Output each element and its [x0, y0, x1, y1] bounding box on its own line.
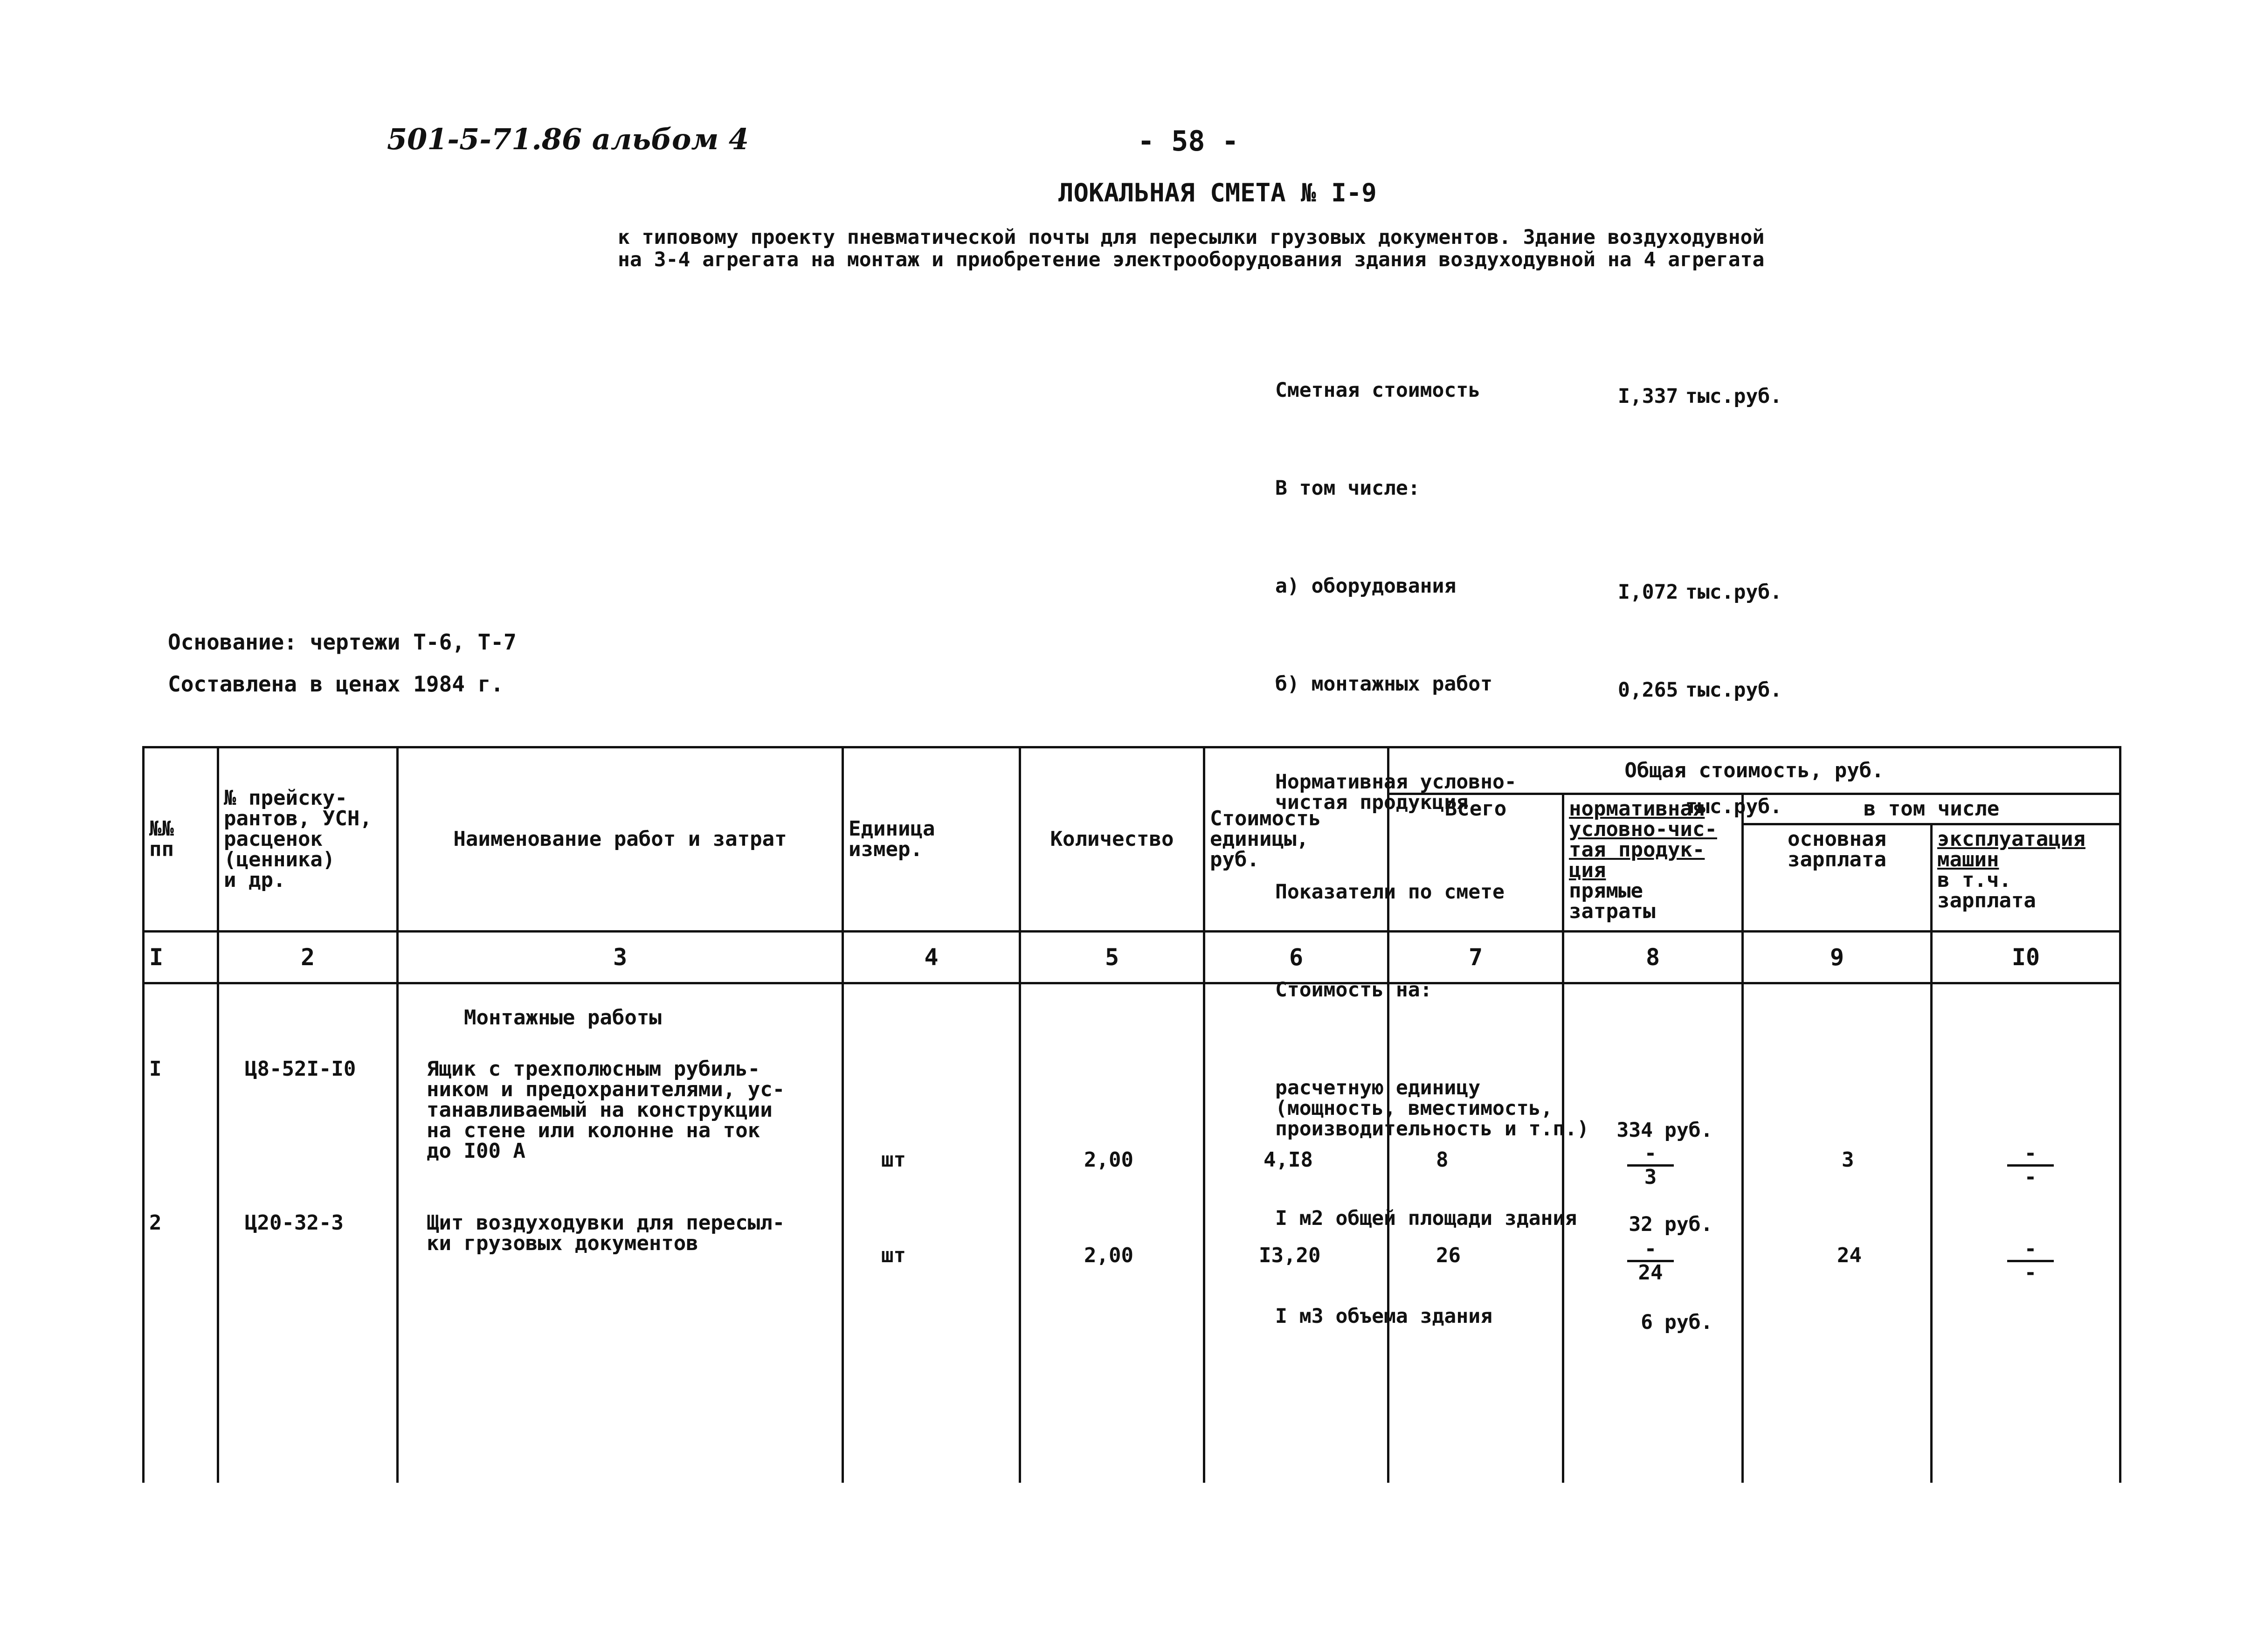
header-normative-bottom: прямые затраты — [1569, 879, 1656, 923]
body-col-machine — [1932, 983, 2120, 1483]
section-title: Монтажные работы — [464, 1006, 662, 1030]
column-number: 7 — [1388, 932, 1563, 983]
document-code: 501-5-71.86 альбом 4 — [387, 122, 749, 156]
column-number: 8 — [1563, 932, 1743, 983]
unit-cost-value: 334 — [1616, 1119, 1653, 1142]
estimated-cost-unit: тыс.руб. — [1685, 385, 1782, 408]
area-cost-unit: руб. — [1664, 1213, 1713, 1236]
estimated-cost-label: Сметная стоимость — [1275, 379, 1481, 402]
column-number: 9 — [1743, 932, 1932, 983]
row1-quantity: 2,00 — [1084, 1148, 1133, 1172]
body-col-normative — [1563, 983, 1743, 1483]
row1-machine — [2007, 1143, 2054, 1188]
row2-normative — [1627, 1238, 1674, 1284]
row1-code: Ц8-52I-I0 — [245, 1057, 356, 1081]
header-base-salary: основная зарплата — [1743, 824, 1932, 932]
estimated-cost-value: I,337 — [1618, 385, 1678, 408]
subtitle-line-1: к типовому проекту пневматической почты для пересылки грузовых документов. Здание воздуходувной — [618, 226, 1765, 249]
body-col-total — [1388, 983, 1563, 1483]
indicators-label: Показатели по смете — [1275, 880, 1505, 904]
row2-normative-bottom: 24 — [1638, 1261, 1663, 1285]
unit-cost-unit: руб. — [1664, 1119, 1713, 1142]
equipment-label: а) оборудования — [1275, 574, 1457, 598]
installation-row — [1275, 672, 1782, 706]
row2-total: 26 — [1436, 1244, 1461, 1267]
subtitle-line-2: на 3-4 агрегата на монтаж и приобретение электрооборудования здания воздуходувной на 4 агрегата — [618, 248, 1765, 271]
column-number: 4 — [843, 932, 1020, 983]
estimate-subtitle — [618, 226, 1764, 271]
row1-unit-cost: 4,I8 — [1264, 1148, 1313, 1172]
header-quantity: Количество — [1020, 747, 1204, 932]
body-col-base-salary — [1743, 983, 1932, 1483]
header-total: Всего — [1388, 794, 1563, 932]
row1-normative-top: - — [1627, 1143, 1674, 1167]
row1-machine-bottom: - — [2024, 1165, 2037, 1189]
row2-quantity: 2,00 — [1084, 1244, 1133, 1267]
header-normative-top: нормативная условно-чис- тая продук- ция — [1569, 797, 1717, 882]
installation-label: б) монтажных работ — [1275, 672, 1492, 696]
equipment-value: I,072 — [1618, 581, 1678, 604]
row2-name: Щит воздуходувки для пересыл- ки грузовых документов — [427, 1211, 785, 1255]
row2-unit: шт — [881, 1244, 906, 1267]
row2-machine — [2007, 1238, 2054, 1284]
header-row-number: №№ пп — [144, 747, 218, 932]
row1-normative-bottom: 3 — [1644, 1165, 1657, 1189]
header-including: в том числе — [1743, 794, 2120, 824]
column-number: 2 — [218, 932, 398, 983]
header-machine-bottom: в т.ч. зарплата — [1937, 868, 2036, 912]
row2-number: 2 — [149, 1211, 162, 1235]
body-col-name — [398, 983, 843, 1483]
including-label: В том числе: — [1275, 477, 1420, 500]
page-number: - 58 - — [1138, 125, 1239, 158]
equipment-unit: тыс.руб. — [1685, 581, 1782, 604]
column-number: I0 — [1932, 932, 2120, 983]
header-total-cost: Общая стоимость, руб. — [1388, 747, 2120, 794]
row1-number: I — [149, 1057, 162, 1081]
header-machine-operation — [1932, 824, 2120, 932]
area-cost-label: I м2 общей площади здания — [1275, 1207, 1577, 1230]
header-unit-cost: Стоимость единицы, руб. — [1204, 747, 1388, 932]
row2-machine-bottom: - — [2024, 1261, 2037, 1285]
row1-name: Ящик с трехполюсным рубиль- ником и предохранителями, ус- танавливаемый на конструкции на стене или колонне на ток до I00 А — [427, 1057, 785, 1163]
estimate-table — [142, 746, 2121, 1483]
row1-unit: шт — [881, 1148, 906, 1172]
estimate-title: ЛОКАЛЬНАЯ СМЕТА № I-9 — [1058, 178, 1377, 207]
header-unit: Единица измер. — [843, 747, 1020, 932]
column-number: 6 — [1204, 932, 1388, 983]
normative-label: Нормативная условно- чистая продукция — [1275, 770, 1517, 814]
installation-unit: тыс.руб. — [1685, 678, 1782, 702]
header-machine-top: эксплуатация машин — [1937, 827, 2085, 871]
header-normative — [1563, 794, 1743, 932]
header-price-code: № прейску- рантов, УСН, расценок (ценника) и др. — [218, 747, 398, 932]
area-cost-value: 32 — [1629, 1213, 1653, 1236]
row2-code: Ц20-32-3 — [245, 1211, 344, 1235]
column-number: 5 — [1020, 932, 1204, 983]
equipment-row — [1275, 574, 1782, 608]
installation-value: 0,265 — [1618, 678, 1678, 702]
row1-normative — [1627, 1143, 1674, 1188]
row2-machine-top: - — [2007, 1238, 2054, 1262]
body-col-quantity — [1020, 983, 1204, 1483]
table-body-row — [144, 983, 2120, 1483]
normative-unit: тыс.руб. — [1685, 795, 1782, 818]
basis-note: Основание: чертежи Т-6, Т-7 — [168, 629, 517, 655]
header-work-name: Наименование работ и затрат — [398, 747, 843, 932]
column-number: I — [144, 932, 218, 983]
prices-note: Составлена в ценах 1984 г. — [168, 671, 504, 697]
including-row — [1275, 477, 1420, 511]
row2-unit-cost: I3,20 — [1259, 1244, 1321, 1267]
row2-normative-top: - — [1627, 1238, 1674, 1262]
unit-cost-label: расчетную единицу (мощность, вместимость, производительность и т.п.) — [1275, 1076, 1589, 1141]
body-col-unit-cost — [1204, 983, 1388, 1483]
column-number-row — [144, 932, 2120, 983]
row1-base-salary: 3 — [1842, 1148, 1854, 1172]
cost-per-label: Стоимость на: — [1275, 978, 1432, 1002]
volume-cost-unit: руб. — [1664, 1311, 1713, 1334]
row2-base-salary: 24 — [1837, 1244, 1862, 1267]
body-col-code — [218, 983, 398, 1483]
row1-machine-top: - — [2007, 1143, 2054, 1167]
row1-total: 8 — [1436, 1148, 1449, 1172]
volume-cost-value: 6 — [1641, 1311, 1653, 1334]
body-col-unit — [843, 983, 1020, 1483]
body-col-number — [144, 983, 218, 1483]
estimated-cost-row — [1275, 379, 1782, 413]
volume-cost-label: I м3 объема здания — [1275, 1305, 1492, 1328]
column-number: 3 — [398, 932, 843, 983]
